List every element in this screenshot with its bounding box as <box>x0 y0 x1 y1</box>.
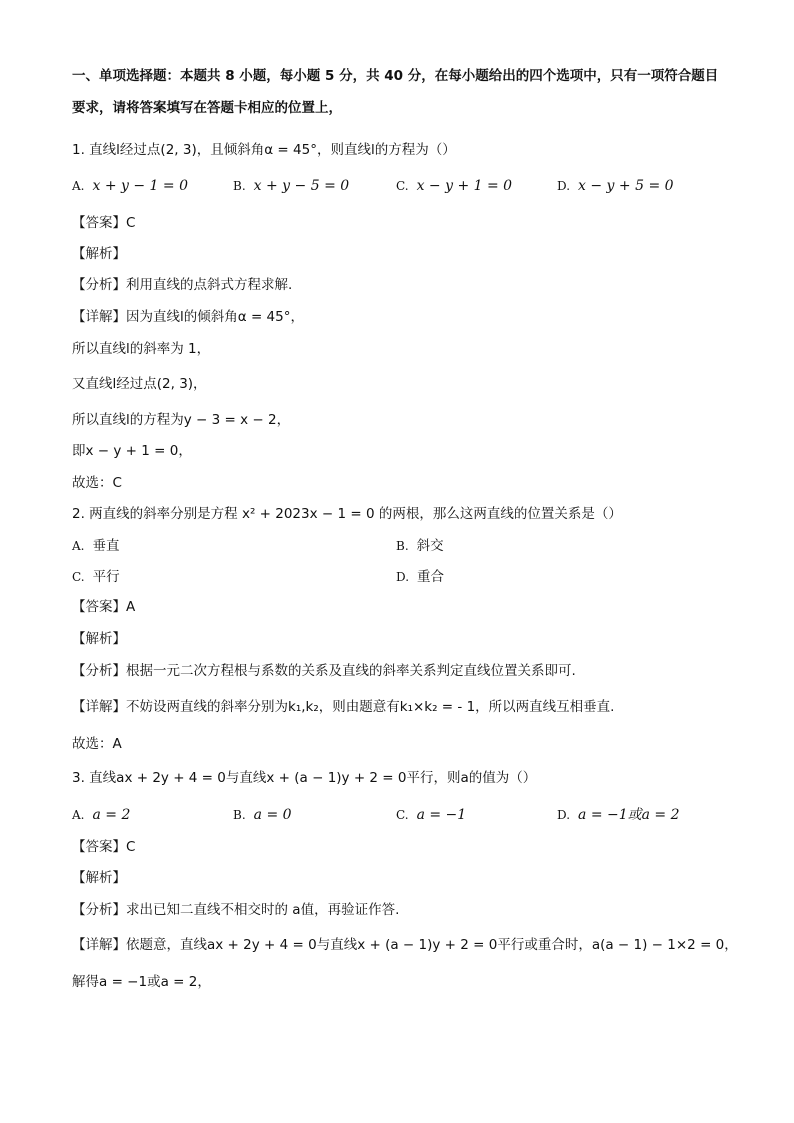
q2-option-d: D. 重合 <box>396 569 445 585</box>
q1-stem: 1. 直线l经过点(2, 3)，且倾斜角α = 45°，则直线l的方程为（） <box>72 142 456 158</box>
q2-fenxi: 【分析】根据一元二次方程根与系数的关系及直线的斜率关系判定直线位置关系即可. <box>72 663 576 679</box>
q2-option-a: A. 垂直 <box>72 538 120 554</box>
q3-option-c: C. a = −1 <box>396 807 467 823</box>
q2-choose: 故选：A <box>72 736 122 752</box>
q3-fenxi: 【分析】求出已知二直线不相交时的 a值，再验证作答. <box>72 902 400 918</box>
q1-detail-line5: 即x − y + 1 = 0， <box>72 443 192 459</box>
q2-option-c: C. 平行 <box>72 569 120 585</box>
section-heading-line2: 要求，请将答案填写在答题卡相应的位置上， <box>72 100 342 116</box>
q3-detail: 【详解】依题意，直线ax + 2y + 4 = 0与直线x + (a − 1)y + 2 = 0平行或重合时，a(a − 1) − 1×2 = 0， <box>72 937 738 953</box>
q1-analysis-title: 【解析】 <box>72 246 126 262</box>
q2-answer: 【答案】A <box>72 599 136 615</box>
q1-option-a: A. x + y − 1 = 0 <box>72 178 188 194</box>
section-heading-line1: 一、单项选择题：本题共 8 小题，每小题 5 分，共 40 分，在每小题给出的四个选项中，只有一项符合题目 <box>72 68 719 84</box>
q1-detail-line1: 【详解】因为直线l的倾斜角α = 45°， <box>72 309 304 325</box>
q2-stem: 2. 两直线的斜率分别是方程 x² + 2023x − 1 = 0 的两根，那么这两直线的位置关系是（） <box>72 506 622 522</box>
q1-detail-line2: 所以直线l的斜率为 1， <box>72 341 211 357</box>
q3-solve: 解得a = −1或a = 2， <box>72 974 211 990</box>
q1-detail-line6: 故选：C <box>72 475 122 491</box>
q2-detail: 【详解】不妨设两直线的斜率分别为k₁,k₂，则由题意有k₁×k₂ = - 1，所以两直线互相垂直. <box>72 699 615 715</box>
q3-analysis-title: 【解析】 <box>72 870 126 886</box>
q3-option-b: B. a = 0 <box>233 807 292 823</box>
q1-option-b: B. x + y − 5 = 0 <box>233 178 350 194</box>
q1-option-c: C. x − y + 1 = 0 <box>396 178 513 194</box>
q2-analysis-title: 【解析】 <box>72 631 126 647</box>
q3-stem: 3. 直线ax + 2y + 4 = 0与直线x + (a − 1)y + 2 = 0平行，则a的值为（） <box>72 770 537 786</box>
q1-option-d: D. x − y + 5 = 0 <box>557 178 674 194</box>
q3-option-a: A. a = 2 <box>72 807 131 823</box>
q1-fenxi: 【分析】利用直线的点斜式方程求解. <box>72 277 293 293</box>
q1-detail-line3: 又直线l经过点(2, 3)， <box>72 376 207 392</box>
q1-answer: 【答案】C <box>72 215 136 231</box>
q2-option-b: B. 斜交 <box>396 538 444 554</box>
q3-option-d: D. a = −1或a = 2 <box>557 807 680 823</box>
q1-detail-line4: 所以直线l的方程为y − 3 = x − 2， <box>72 412 291 428</box>
q3-answer: 【答案】C <box>72 839 136 855</box>
